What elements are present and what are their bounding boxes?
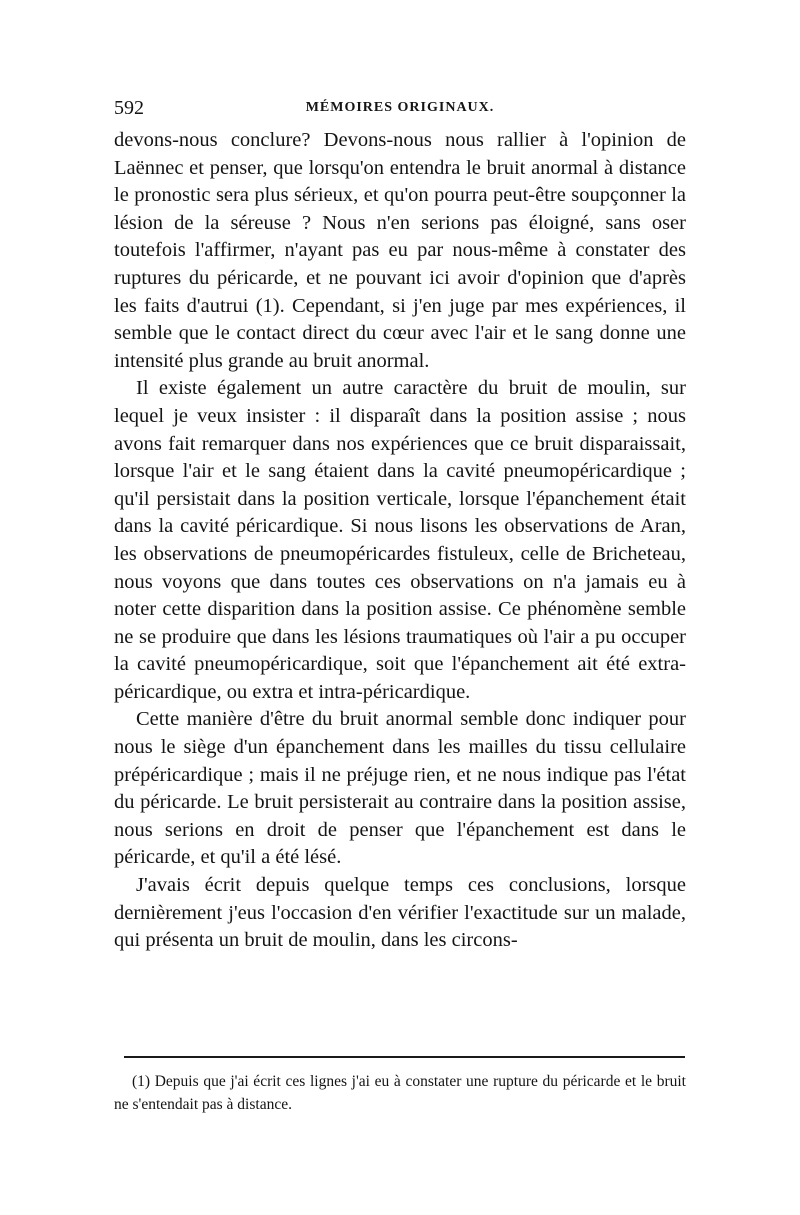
page-header: [114, 97, 686, 121]
running-title: MÉMOIRES ORIGINAUX.: [305, 100, 495, 115]
body-text: [114, 127, 686, 955]
page-number: 592: [114, 97, 144, 119]
footnote: (1) Depuis que j'ai écrit ces lignes j'ai eu à constater une rupture du péricarde et le bruit ne s'entendait pas à distance.: [114, 1073, 686, 1113]
footnote-divider: [124, 1056, 685, 1058]
paragraph-3: Cette manière d'être du bruit anormal semble donc indiquer pour nous le siège d'un épanchement dans les mailles du tissu cellulaire prépéricardique ; mais il ne préjuge rien, et ne nous indique pas l'état du péricarde. Le bruit persisterait au contraire dans la position assise, nous serions en droit de penser que l'épanchement est dans le péricarde, et qu'il a été lésé.: [114, 708, 686, 869]
paragraph-1: devons-nous conclure? Devons-nous nous rallier à l'opinion de Laënnec et penser, que lorsqu'on entendra le bruit anormal à distance le pronostic sera plus sérieux, et qu'on pourra peut-être soupçonner la lésion de la séreuse ? Nous n'en serions pas éloigné, sans oser toutefois l'affirmer, n'ayant pas eu par nous-même à constater des ruptures du péricarde, et ne pouvant ici avoir d'opinion que d'après les faits d'autrui (1). Cependant, si j'en juge par mes expériences, il semble que le contact direct du cœur avec l'air et le sang donne une intensité plus grande au bruit anormal.: [114, 129, 686, 372]
paragraph-2: Il existe également un autre caractère du bruit de moulin, sur lequel je veux insister : il disparaît dans la position assise ; nous avons fait remarquer dans nos expériences que ce bruit disparaissait, lorsque l'air et le sang étaient dans la cavité pneumopéricardique ; qu'il persistait dans la position verticale, lorsque l'épanchement était dans la cavité péricardique. Si nous lisons les observations de Aran, les observations de pneumopéricardes fistuleux, celle de Bricheteau, nous voyons que dans toutes ces observations on n'a jamais eu à noter cette disparition dans la position assise. Ce phénomène semble ne se produire que dans les lésions traumatiques où l'air a pu occuper la cavité pneumopéricardique, soit que l'épanchement ait été extra-péricardique, ou extra et intra-péricardique.: [114, 377, 686, 703]
paragraph-4: J'avais écrit depuis quelque temps ces conclusions, lorsque dernièrement j'eus l'occasion d'en vérifier l'exactitude sur un malade, qui présenta un bruit de moulin, dans les circons-: [114, 874, 686, 952]
